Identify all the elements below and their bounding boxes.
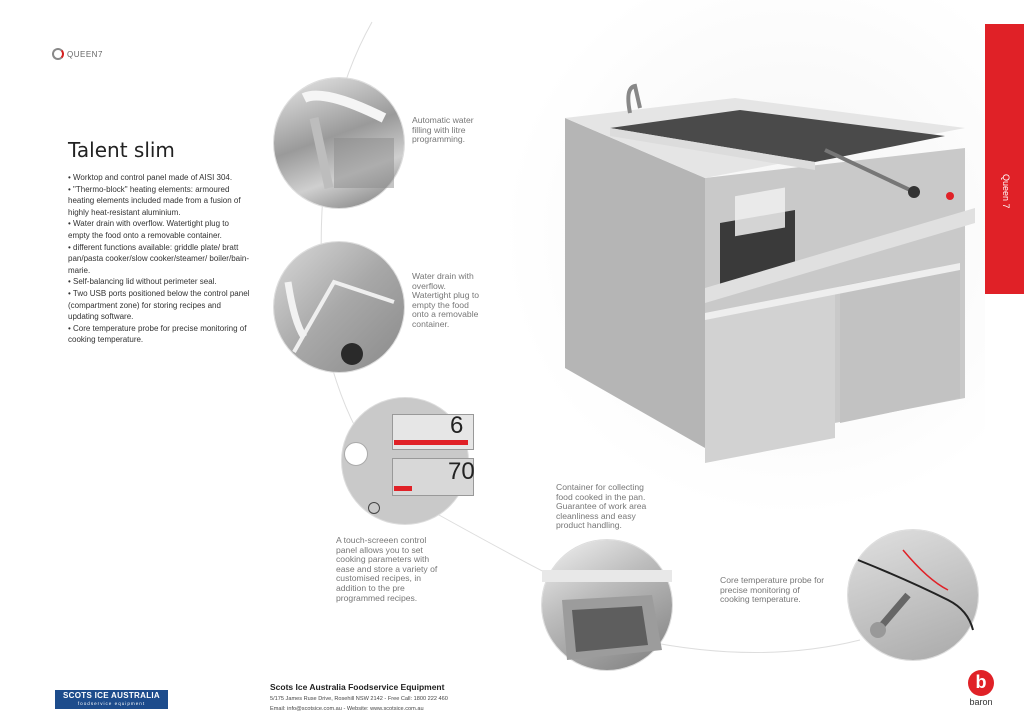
baron-logo-mark: b [968, 670, 994, 696]
probe-icon [848, 530, 978, 660]
probe-caption: Core temperature probe for precise monitoring of cooking temperature. [720, 575, 825, 605]
feature-item: • Water drain with overflow. Watertight plug to empty the food onto a removable container. [68, 219, 229, 240]
feature-item: • Two USB ports positioned below the control panel (compartment zone) for storing recipes and updating software. [68, 288, 250, 322]
queen7-logo-icon [52, 48, 64, 60]
container-photo [542, 540, 672, 670]
feature-list [68, 172, 250, 346]
water-drain-photo [274, 242, 404, 372]
readout-bottom: 70 [448, 458, 475, 485]
container-caption: Container for collecting food cooked in the pan. Guarantee of work area cleanliness and easy product handling. [556, 482, 647, 531]
baron-logo-word: baron [969, 697, 993, 707]
touchscreen-caption: A touch-screeen control panel allows you to set cooking parameters with ease and store a variety of customised recipes, in addition to the pre programmed recipes. [336, 535, 438, 603]
container-icon [542, 540, 672, 670]
side-tab [985, 24, 1024, 294]
feature-item: • different functions available: griddle plate/ bratt pan/pasta cooker/slow cooker/steamer/ boiler/bain-marie. [68, 242, 249, 275]
faucet-icon [274, 78, 404, 208]
water-drain-caption: Water drain with overflow. Watertight plug to empty the food onto a removable container. [412, 271, 480, 329]
sia-logo-line2: foodservice equipment [77, 701, 146, 706]
footer-contact: Email: info@scotsice.com.au - Website: www.scotsice.com.au [270, 706, 424, 712]
screen-bar-red-top [394, 440, 468, 445]
feature-item: • Self-balancing lid without perimeter seal. [68, 277, 217, 287]
baron-logo [965, 670, 997, 707]
feature-item: • "Thermo-block" heating elements: armoured heating elements included made from a fusion of highly heat-resistant aluminium. [68, 184, 241, 217]
footer-address: 5/175 James Ruse Drive, Rosehill NSW 2142 - Free Call: 1800 222 460 [270, 696, 448, 702]
screen-bar-red-bottom [394, 486, 412, 491]
side-tab-label: Queen 7 [1001, 174, 1011, 209]
footer-company: Scots Ice Australia Foodservice Equipment [270, 682, 445, 692]
drain-icon [274, 242, 404, 372]
feature-item: • Worktop and control panel made of AISI 304. [68, 173, 233, 182]
page-title: Talent slim [68, 138, 175, 162]
reset-icon [368, 502, 380, 514]
queen7-logo [52, 48, 103, 60]
sia-logo-line1: SCOTS ICE AUSTRALIA [63, 691, 160, 700]
probe-photo [848, 530, 978, 660]
water-filling-photo [274, 78, 404, 208]
logo-text: QUEEN7 [67, 49, 103, 59]
water-filling-caption: Automatic water filling with litre programming. [412, 115, 474, 145]
readout-top: 6 [450, 412, 464, 439]
touchscreen-photo [342, 398, 475, 524]
feature-item: • Core temperature probe for precise monitoring of cooking temperature. [68, 323, 247, 345]
turbo-button-icon [344, 442, 368, 466]
bratt-pan-render [555, 78, 975, 498]
scots-ice-logo [55, 690, 168, 709]
